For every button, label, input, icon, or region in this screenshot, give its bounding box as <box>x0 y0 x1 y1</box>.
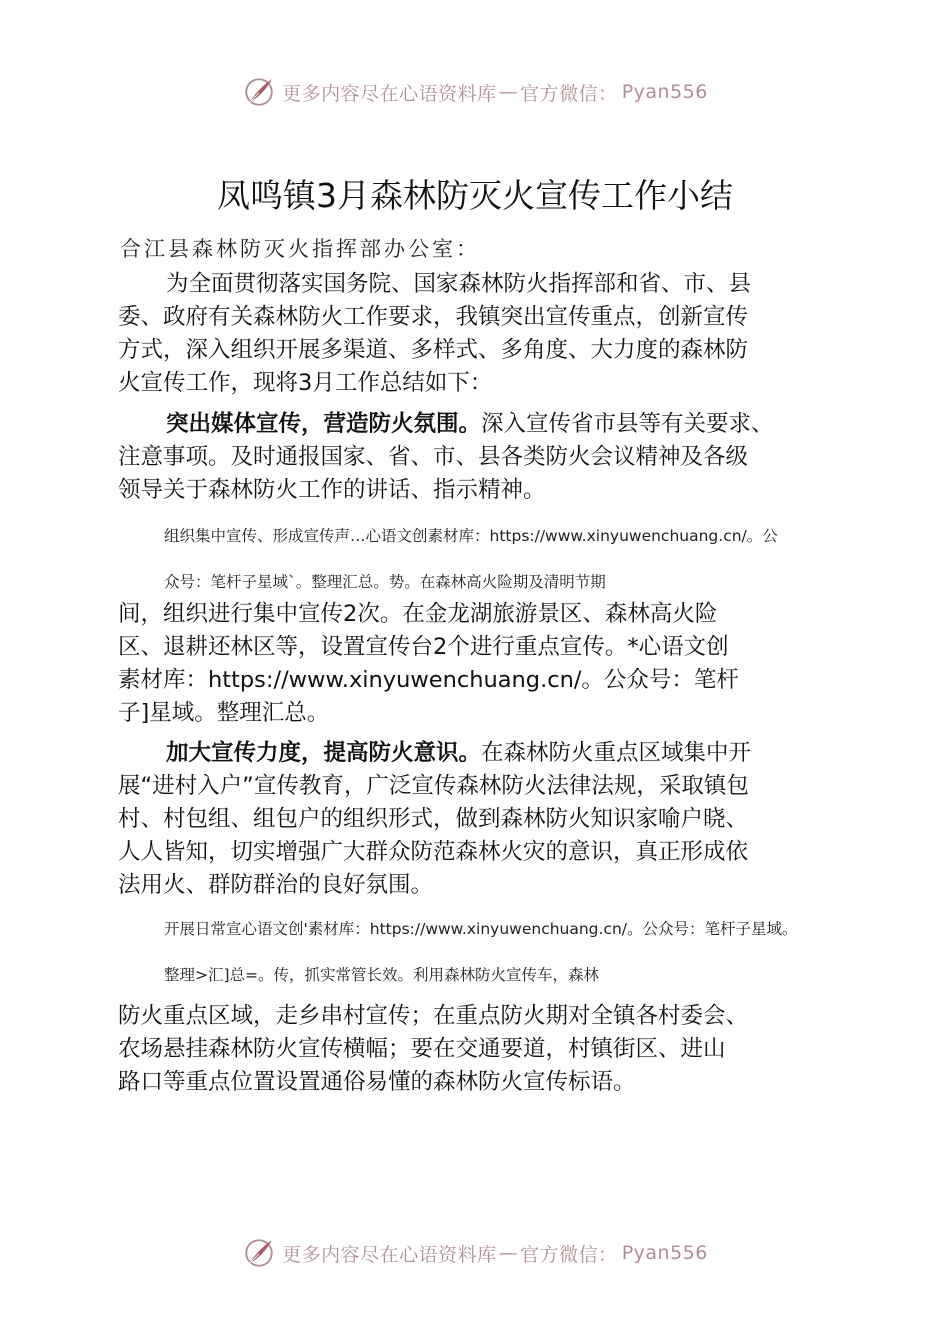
feather-quill-logo-icon <box>242 75 276 109</box>
paragraph-line: 路口等重点位置设置通俗易懂的森林防火宣传标语。 <box>118 1069 636 1095</box>
paragraph-line: 子]星域。整理汇总。 <box>118 700 330 726</box>
paragraph-line: 间，组织进行集中宣传2次。在金龙湖旅游景区、森林高火险 <box>118 601 718 627</box>
inserted-note-line: 组织集中宣传、形成宣传声…心语文创素材库：https://www.xinyuwenchuang.cn/。公 <box>164 527 778 545</box>
section-heading: 突出媒体宣传，营造防火氛围。 <box>166 411 482 437</box>
paragraph-line: 注意事项。及时通报国家、省、市、县各类防火会议精神及各级 <box>118 444 749 470</box>
watermark-text: 更多内容尽在心语资料库 <box>282 82 497 105</box>
addressee-line: 合江县森林防灭火指挥部办公室： <box>120 237 480 261</box>
paragraph-line: 委、政府有关森林防火工作要求，我镇突出宣传重点，创新宣传 <box>118 304 749 330</box>
watermark-official: 官方微信： <box>520 1243 618 1266</box>
paragraph-line: 法用火、群防群治的良好氛围。 <box>118 872 434 898</box>
section-heading: 加大宣传力度，提高防火意识。 <box>166 740 482 766</box>
watermark-text: 更多内容尽在心语资料库 <box>282 1243 497 1266</box>
paragraph-line: 农场悬挂森林防火宣传横幅；要在交通要道，村镇街区、进山 <box>118 1036 726 1062</box>
paragraph-text: 在森林防火重点区域集中开 <box>481 740 752 766</box>
paragraph-line: 为全面贯彻落实国务院、国家森林防火指挥部和省、市、县 <box>166 271 752 297</box>
paragraph-line: 方式，深入组织开展多渠道、多样式、多角度、大力度的森林防 <box>118 337 749 363</box>
watermark-footer <box>0 1233 950 1273</box>
daily-publicity-paragraph <box>118 1000 848 1099</box>
watermark-separator: — <box>498 1242 519 1264</box>
concentrated-publicity-paragraph <box>118 598 848 730</box>
inserted-note-line: 开展日常宣心语文创'素材库：https://www.xinyuwenchuang.cn/。公众号：笔杆子星域。 <box>164 920 798 938</box>
document-title: 凤鸣镇3月森林防灭火宣传工作小结 <box>217 176 733 215</box>
paragraph-text: 深入宣传省市县等有关要求、 <box>481 411 774 437</box>
paragraph-line: 火宣传工作，现将3月工作总结如下： <box>118 370 493 396</box>
watermark-official: 官方微信： <box>520 82 618 105</box>
paragraph-line: 展“进村入户”宣传教育，广泛宣传森林防火法律法规，采取镇包 <box>118 773 749 799</box>
paragraph-line <box>118 408 848 441</box>
paragraph-line: 村、村包组、组包户的组织形式，做到森林防火知识家喻户晓、 <box>118 806 749 832</box>
paragraph-line: 素材库：https://www.xinyuwenchuang.cn/。公众号：笔杆 <box>118 667 739 693</box>
paragraph-line: 防火重点区域，走乡串村宣传；在重点防火期对全镇各村委会、 <box>118 1003 749 1029</box>
watermark-header <box>0 72 950 112</box>
watermark-separator: — <box>498 81 519 103</box>
intro-paragraph <box>118 268 848 400</box>
paragraph-line: 区、退耕还林区等，设置宣传台2个进行重点宣传。*心语文创 <box>118 634 729 660</box>
section-media-publicity <box>118 408 848 507</box>
inserted-note-line: 整理>汇]总=。传，抓实常管长效。利用森林防火宣传车，森林 <box>164 966 600 984</box>
inserted-note-line: 众号：笔杆子星域`。整理汇总。势。在森林高火险期及清明节期 <box>164 573 606 591</box>
section-increase-awareness <box>118 737 848 902</box>
feather-quill-logo-icon <box>242 1236 276 1270</box>
paragraph-line <box>118 737 848 770</box>
watermark-account: Pyan556 <box>621 1242 708 1264</box>
paragraph-line: 领导关于森林防火工作的讲话、指示精神。 <box>118 477 546 503</box>
watermark-account: Pyan556 <box>621 81 708 103</box>
paragraph-line: 人人皆知，切实增强广大群众防范森林火灾的意识，真正形成依 <box>118 839 749 865</box>
